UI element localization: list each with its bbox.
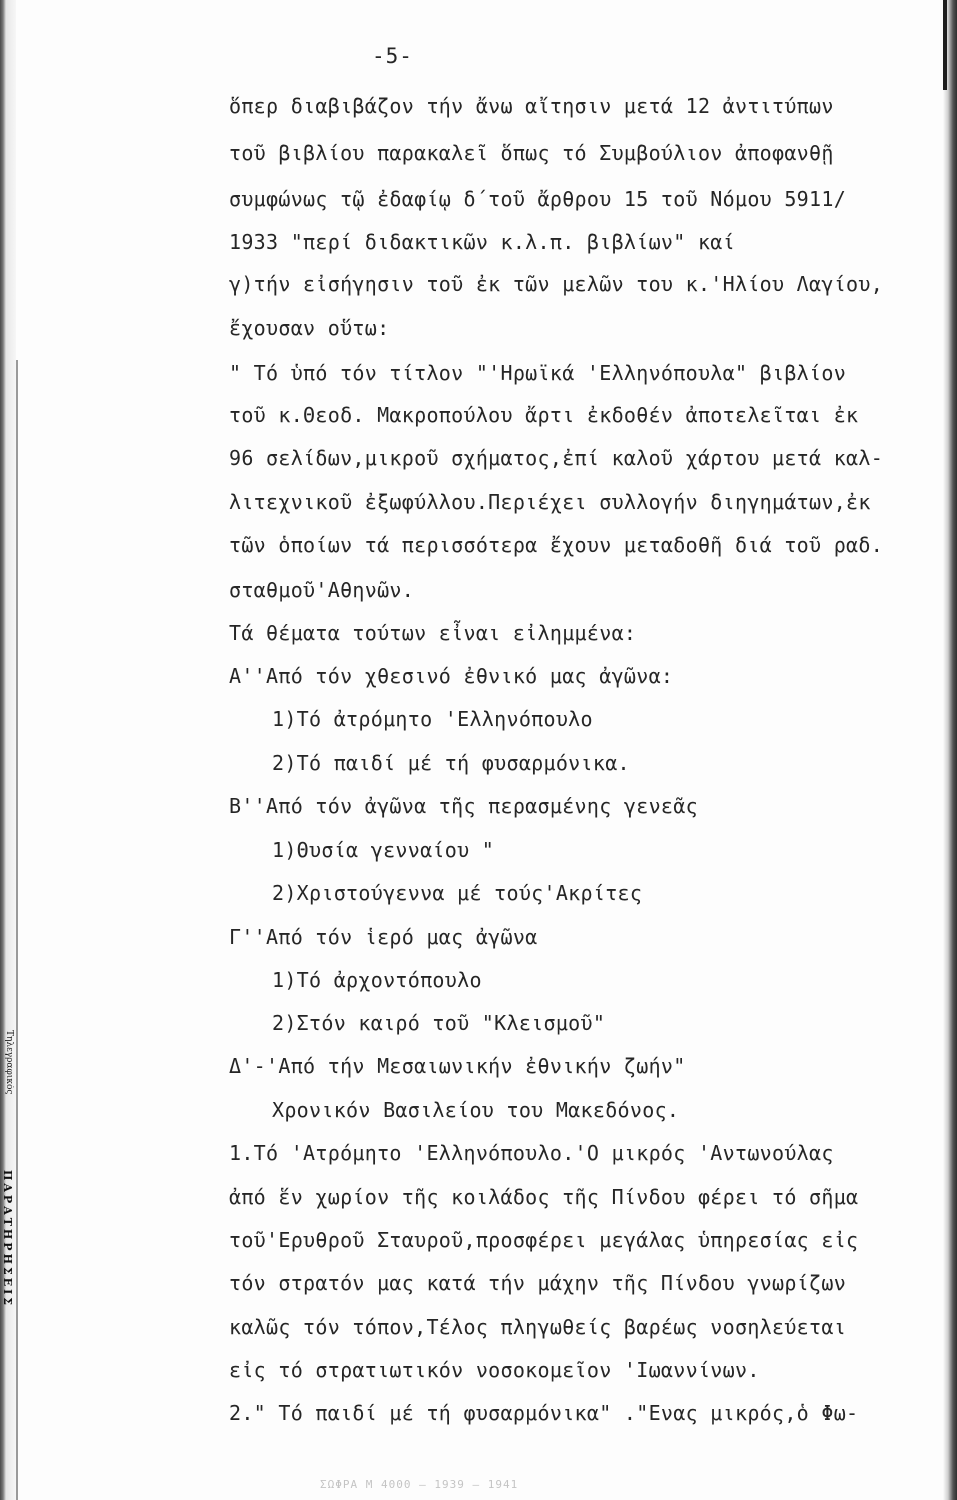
text-line: 2." Τό παιδί μέ τή φυσαρμόνικα" ."Ενας μικρός,ὁ Φω- <box>229 1401 859 1425</box>
text-line: τόν στρατόν μας κατά τήν μάχην τῆς Πίνδου γνωρίζων <box>229 1271 847 1295</box>
text-line: Δ'-'Από τήν Μεσαιωνικήν ἐθνικήν ζωήν" <box>229 1054 686 1078</box>
text-line: Χρονικόν Βασιλείου του Μακεδόνος. <box>272 1098 680 1122</box>
text-line: Τά θέματα τούτων εἶναι εἰλημμένα: <box>229 621 637 645</box>
text-line: 2)Τό παιδί μέ τή φυσαρμόνικα. <box>272 751 630 775</box>
text-line: Β''Από τόν ἀγῶνα τῆς περασμένης γενεᾶς <box>229 794 698 818</box>
margin-stamp-telegraph: Τηλεγραφικός <box>4 1030 14 1095</box>
text-line: Γ''Από τόν ἱερό μας ἀγῶνα <box>229 925 538 949</box>
text-line: τοῦ'Ερυθροῦ Σταυροῦ,προσφέρει μεγάλας ὑπηρεσίας εἰς <box>229 1228 859 1252</box>
text-line: ἀπό ἕν χωρίον τῆς κοιλάδος τῆς Πίνδου φέρει τό σῆμα <box>229 1185 859 1209</box>
text-line: 96 σελίδων,μικροῦ σχήματος,ἐπί καλοῦ χάρτου μετά καλ- <box>229 446 884 470</box>
text-line: 1)Τό ἀρχοντόπουλο <box>272 968 482 992</box>
text-line: τῶν ὁποίων τά περισσότερα ἔχουν μεταδοθῆ διά τοῦ ραδ. <box>229 533 884 557</box>
text-line: 2)Χριστούγεννα μέ τούς'Ακρίτες <box>272 881 643 905</box>
footer-stamp: ΣΩΦΡΑ Μ 4000 – 1939 – 1941 <box>320 1478 519 1491</box>
text-line: συμφώνως τῷ ἐδαφίῳ δ΄τοῦ ἄρθρου 15 τοῦ Νόμου 5911/ <box>229 187 847 211</box>
text-line: 2)Στόν καιρό τοῦ "Κλεισμοῦ" <box>272 1011 606 1035</box>
text-line: 1)Τό ἀτρόμητο 'Ελληνόπουλο <box>272 707 593 731</box>
text-line: 1)Θυσία γενναίου " <box>272 838 495 862</box>
text-line: τοῦ κ.Θεοδ. Μακροπούλου ἄρτι ἐκδοθέν ἀποτελεῖται ἐκ <box>229 403 859 427</box>
text-line: " Τό ὑπό τόν τίτλον "'Ηρωϊκά 'Ελληνόπουλα" βιβλίον <box>229 361 847 385</box>
text-line: ὅπερ διαβιβάζον τήν ἄνω αἴτησιν μετά 12 ἀντιτύπων <box>229 94 834 118</box>
text-line: 1933 "περί διδακτικῶν κ.λ.π. βιβλίων" καί <box>229 230 735 254</box>
margin-stamp-remarks: ΠΑΡΑΤΗΡΗΣΕΙΣ <box>1 1170 14 1309</box>
text-line: Α''Από τόν χθεσινό ἐθνικό μας ἀγῶνα: <box>229 664 674 688</box>
text-line: σταθμοῦ'Αθηνῶν. <box>229 578 415 602</box>
page-number: -5- <box>372 44 413 68</box>
text-line: λιτεχνικοῦ ἐξωφύλλου.Περιέχει συλλογήν διηγημάτων,ἐκ <box>229 490 871 514</box>
text-line: γ)τήν εἰσήγησιν τοῦ ἐκ τῶν μελῶν του κ.'Ηλίου Λαγίου, <box>229 272 884 296</box>
text-line: 1.Τό 'Ατρόμητο 'Ελληνόπουλο.'Ο μικρός 'Αντωνούλας <box>229 1141 834 1165</box>
text-line: ἔχουσαν οὕτω: <box>229 316 390 340</box>
text-line: εἰς τό στρατιωτικόν νοσοκομεῖον 'Ιωαννίνων. <box>229 1358 760 1382</box>
text-line: καλῶς τόν τόπον,Τέλος πληγωθείς βαρέως νοσηλεύεται <box>229 1315 847 1339</box>
text-line: τοῦ βιβλίου παρακαλεῖ ὅπως τό Συμβούλιον ἀποφανθῇ <box>229 141 834 165</box>
